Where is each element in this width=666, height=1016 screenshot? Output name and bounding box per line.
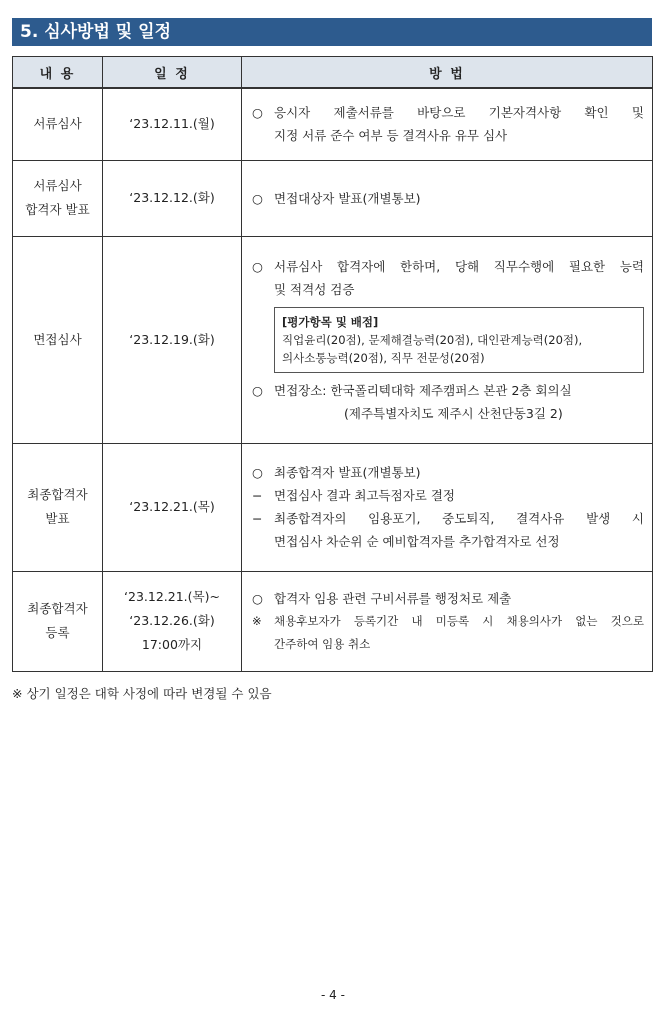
row-method (242, 571, 653, 671)
row-method (242, 236, 653, 443)
method-text: 면접대상자 발표(개별통보) (274, 190, 421, 206)
schedule-table (12, 56, 653, 672)
dash-icon: − (252, 488, 263, 503)
schedule-text: 17:00까지 (141, 637, 203, 652)
note-text: 간주하여 임용 취소 (274, 636, 371, 651)
row-method (242, 160, 653, 236)
content-text: 합격자 발표 (25, 202, 90, 217)
method-text: 합격자 임용 관련 구비서류를 행정처로 제출 (274, 590, 512, 606)
bullet-icon: ○ (252, 382, 263, 398)
dash-icon: − (252, 511, 263, 526)
row-schedule (103, 571, 242, 671)
schedule-text: ‘23.12.21.(목)~ (124, 589, 220, 604)
note-mark-icon: ※ (252, 613, 262, 628)
table-row (13, 160, 653, 236)
row-content (13, 88, 103, 160)
method-text: 서류심사 합격자에 한하며, 당해 직무수행에 필요한 능력 (274, 258, 644, 274)
bullet-icon: ○ (252, 190, 263, 206)
row-schedule (103, 160, 242, 236)
method-text: 지정 서류 준수 여부 등 결격사유 유무 심사 (274, 128, 508, 144)
schedule-text: ‘23.12.12.(화) (129, 190, 215, 205)
note-text: 채용후보자가 등록기간 내 미등록 시 채용의사가 없는 것으로 (274, 613, 644, 628)
row-method (242, 88, 653, 160)
row-content (13, 160, 103, 236)
evaluation-box-title: [평가항목 및 배점] (282, 314, 379, 329)
table-header-row (13, 57, 653, 89)
method-text: 및 적격성 검증 (274, 281, 355, 297)
row-content (13, 443, 103, 571)
content-text: 면접심사 (33, 331, 82, 347)
schedule-text: ‘23.12.11.(월) (129, 116, 215, 132)
table-row (13, 571, 653, 671)
row-content (13, 571, 103, 671)
bullet-icon: ○ (252, 465, 263, 480)
method-text: 최종합격자의 임용포기, 중도퇴직, 결격사유 발생 시 (274, 511, 644, 526)
method-text: 면접장소: 한국폴리텍대학 제주캠퍼스 본관 2층 회의실 (274, 382, 572, 398)
header-schedule: 일 정 (103, 57, 242, 89)
content-text: 최종합격자 (27, 601, 88, 616)
method-text: 응시자 제출서류를 바탕으로 기본자격사항 확인 및 (274, 105, 644, 121)
content-text: 발표 (45, 511, 70, 526)
evaluation-box-text: 직업윤리(20점), 문제해결능력(20점), 대인관계능력(20점), (282, 332, 583, 347)
bullet-icon: ○ (252, 590, 263, 606)
row-content (13, 236, 103, 443)
content-text: 등록 (45, 625, 70, 640)
section-title: 5. 심사방법 및 일정 (12, 18, 652, 46)
schedule-text: ‘23.12.19.(화) (129, 331, 215, 347)
content-text: 서류심사 (33, 116, 82, 132)
schedule-text: ‘23.12.26.(화) (129, 613, 215, 628)
header-content: 내 용 (13, 57, 103, 89)
row-method (242, 443, 653, 571)
evaluation-box-text: 의사소통능력(20점), 직무 전문성(20점) (282, 350, 485, 365)
bullet-icon: ○ (252, 105, 263, 121)
bullet-icon: ○ (252, 258, 263, 274)
table-row (13, 88, 653, 160)
row-schedule (103, 443, 242, 571)
schedule-text: ‘23.12.21.(목) (129, 499, 215, 514)
content-text: 최종합격자 (27, 487, 88, 502)
method-text: 면접심사 차순위 순 예비합격자를 추가합격자로 선정 (274, 534, 560, 549)
row-schedule (103, 236, 242, 443)
method-text: 면접심사 결과 최고득점자로 결정 (274, 488, 455, 503)
table-row (13, 236, 653, 443)
method-text: (제주특별자치도 제주시 산천단동3길 2) (344, 405, 563, 421)
content-text: 서류심사 (33, 178, 82, 193)
evaluation-box (274, 307, 644, 373)
row-schedule (103, 88, 242, 160)
page-number: - 4 - (321, 988, 345, 1002)
header-method: 방 법 (242, 57, 653, 89)
method-text: 최종합격자 발표(개별통보) (274, 465, 421, 480)
footnote: ※ 상기 일정은 대학 사정에 따라 변경될 수 있음 (12, 686, 272, 701)
table-row (13, 443, 653, 571)
